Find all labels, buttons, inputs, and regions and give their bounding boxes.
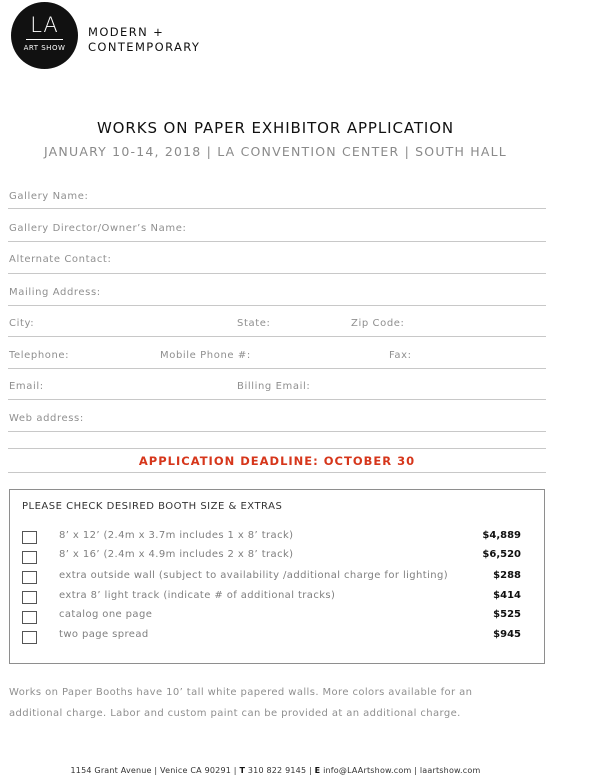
field-line [8, 336, 546, 337]
application-deadline: APPLICATION DEADLINE: OCTOBER 30 [138, 454, 416, 468]
field-line [8, 273, 546, 274]
deadline-rule-bottom [8, 472, 546, 473]
zip-code-field[interactable]: Zip Code: [351, 318, 405, 329]
footer-address: 1154 Grant Avenue | Venice CA 90291 | [70, 766, 237, 775]
alternate-contact-field[interactable]: Alternate Contact: [9, 254, 112, 265]
booth-option-price: $414 [493, 590, 521, 601]
footer-phone-label: T [239, 766, 246, 775]
field-line [8, 368, 546, 369]
booth-options-heading: PLEASE CHECK DESIRED BOOTH SIZE & EXTRAS [22, 501, 283, 512]
billing-email-field[interactable]: Billing Email: [237, 381, 311, 392]
telephone-field[interactable]: Telephone: [9, 350, 70, 361]
gallery-name-field[interactable]: Gallery Name: [9, 191, 89, 202]
booth-option-label: extra 8’ light track (indicate # of additional tracks) [59, 590, 336, 601]
booth-note-line-1: Works on Paper Booths have 10’ tall white papered walls. More colors available for an [9, 687, 473, 698]
booth-option-price: $945 [493, 629, 521, 640]
booth-option-price: $525 [493, 609, 521, 620]
booth-option-label: 8’ x 16’ (2.4m x 4.9m includes 2 x 8’ track) [59, 549, 294, 560]
booth-checkbox[interactable] [22, 571, 37, 584]
logo-mark: LA [30, 13, 59, 37]
booth-checkbox[interactable] [22, 631, 37, 644]
field-line [8, 399, 546, 400]
booth-option-label: catalog one page [59, 609, 153, 620]
email-field[interactable]: Email: [9, 381, 44, 392]
footer-email-label: E [314, 766, 321, 775]
footer-phone: 310 822 9145 | [247, 766, 312, 775]
brand-line-2: CONTEMPORARY [88, 40, 201, 54]
booth-checkbox[interactable] [22, 551, 37, 564]
event-subtitle: JANUARY 10-14, 2018 | LA CONVENTION CENTER | SOUTH HALL [44, 144, 507, 159]
booth-option-label: extra outside wall (subject to availability /additional charge for lighting) [59, 570, 449, 581]
director-name-field[interactable]: Gallery Director/Owner’s Name: [9, 223, 187, 234]
mailing-address-field[interactable]: Mailing Address: [9, 287, 101, 298]
booth-option-label: 8’ x 12’ (2.4m x 3.7m includes 1 x 8’ track) [59, 530, 294, 541]
booth-option-label: two page spread [59, 629, 149, 640]
logo-subtitle: ART SHOW [23, 44, 66, 52]
booth-note-line-2: additional charge. Labor and custom paint can be provided at an additional charge. [9, 707, 461, 719]
footer-email-website[interactable]: info@LAArtshow.com | laartshow.com [323, 766, 481, 775]
booth-checkbox[interactable] [22, 591, 37, 604]
field-line [8, 241, 546, 242]
booth-checkbox[interactable] [22, 531, 37, 544]
deadline-rule-top [8, 448, 546, 449]
field-line [8, 305, 546, 306]
web-address-field[interactable]: Web address: [9, 413, 84, 424]
state-field[interactable]: State: [237, 318, 271, 329]
logo-divider [26, 39, 63, 40]
booth-option-price: $288 [493, 570, 521, 581]
brand-line-1: MODERN + [88, 25, 165, 39]
booth-checkbox[interactable] [22, 611, 37, 624]
booth-option-price: $6,520 [482, 549, 521, 560]
fax-field[interactable]: Fax: [389, 350, 412, 361]
la-art-show-logo [11, 2, 78, 69]
mobile-phone-field[interactable]: Mobile Phone #: [160, 350, 251, 361]
footer-contact [0, 766, 551, 775]
field-line [8, 431, 546, 432]
booth-note [9, 683, 549, 724]
field-line [8, 208, 546, 209]
booth-option-price: $4,889 [482, 530, 521, 541]
page-title: WORKS ON PAPER EXHIBITOR APPLICATION [96, 119, 455, 137]
city-field[interactable]: City: [9, 318, 35, 329]
